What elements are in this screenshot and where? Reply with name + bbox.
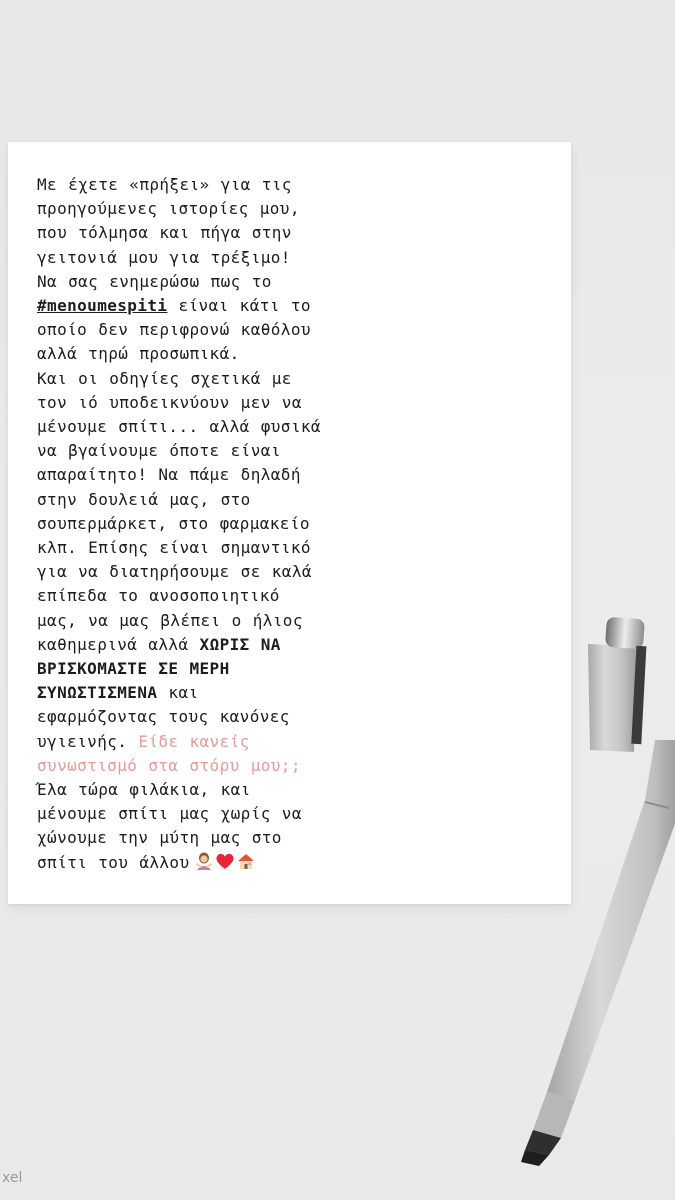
text-line: Να σας ενημερώσω πως το <box>37 271 272 291</box>
text-line: μένουμε σπίτι... αλλά φυσικά <box>37 417 321 437</box>
text-line: τον ιό υποδεικνύουν μεν να <box>37 392 302 412</box>
text-line: απαραίτητο! Να πάμε δηλαδή <box>37 465 301 485</box>
text-line: να βγαίνουμε όποτε είναι <box>37 441 281 461</box>
red-heart-icon <box>215 851 235 871</box>
text-line <box>37 633 557 657</box>
house-icon <box>236 851 256 871</box>
emoji-row <box>194 851 257 878</box>
text-line: σουπερμάρκετ, στο φαρμακείο <box>37 513 310 533</box>
text-fragment: είναι κάτι το <box>167 296 311 316</box>
text-line: γειτονιά μου για τρέξιμο! <box>37 247 291 267</box>
text-line <box>37 730 557 754</box>
text-line <box>37 681 557 705</box>
text-line <box>37 851 557 878</box>
text-line: Με έχετε «πρήξει» για τις <box>37 175 292 194</box>
watermark: xel <box>2 1170 23 1186</box>
pink-fragment: Είδε κανείς <box>138 731 250 751</box>
woman-gesturing-no-icon <box>194 851 214 871</box>
text-fragment: καθημερινά αλλά <box>37 634 200 654</box>
text-line: μας, να μας βλέπει ο ήλιος <box>37 610 303 630</box>
text-line: που τόλμησα και πήγα στην <box>37 223 292 243</box>
caps-fragment: ΣΥΝΩΣΤΙΣΜΕΝΑ <box>37 683 158 703</box>
text-line: στην δουλειά μας, στο <box>37 489 251 509</box>
text-line: επίπεδα το ανοσοποιητικό <box>37 586 280 606</box>
text-fragment: και <box>157 683 199 703</box>
text-line: εφαρμόζοντας τους κανόνες <box>37 707 290 727</box>
text-line: μένουμε σπίτι μας χωρίς να <box>37 804 302 824</box>
text-line <box>37 294 557 318</box>
text-line: αλλά τηρώ προσωπικά. <box>37 344 240 364</box>
text-line: συνωστισμό στα στόρυ μου;; <box>37 755 301 775</box>
text-line: ΒΡΙΣΚΟΜΑΣΤΕ ΣΕ ΜΕΡΗ <box>37 659 230 679</box>
story-text <box>37 173 557 878</box>
text-fragment: σπίτι του άλλου <box>37 852 190 872</box>
text-line: για να διατηρήσουμε σε καλά <box>37 562 312 582</box>
text-line: οποίο δεν περιφρονώ καθόλου <box>37 320 311 340</box>
text-fragment: υγιεινής. <box>37 731 139 751</box>
hashtag-link[interactable]: #menoumespiti <box>37 296 168 316</box>
text-line: κλπ. Επίσης είναι σημαντικό <box>37 538 311 558</box>
text-line: Έλα τώρα φιλάκια, και <box>37 780 251 800</box>
caps-fragment: ΧΩΡΙΣ ΝΑ <box>199 634 281 654</box>
text-line: Και οι οδηγίες σχετικά με <box>37 368 292 388</box>
text-line: χώνουμε την μύτη μας στο <box>37 828 282 848</box>
text-line: προηγούμενες ιστορίες μου, <box>37 199 300 219</box>
